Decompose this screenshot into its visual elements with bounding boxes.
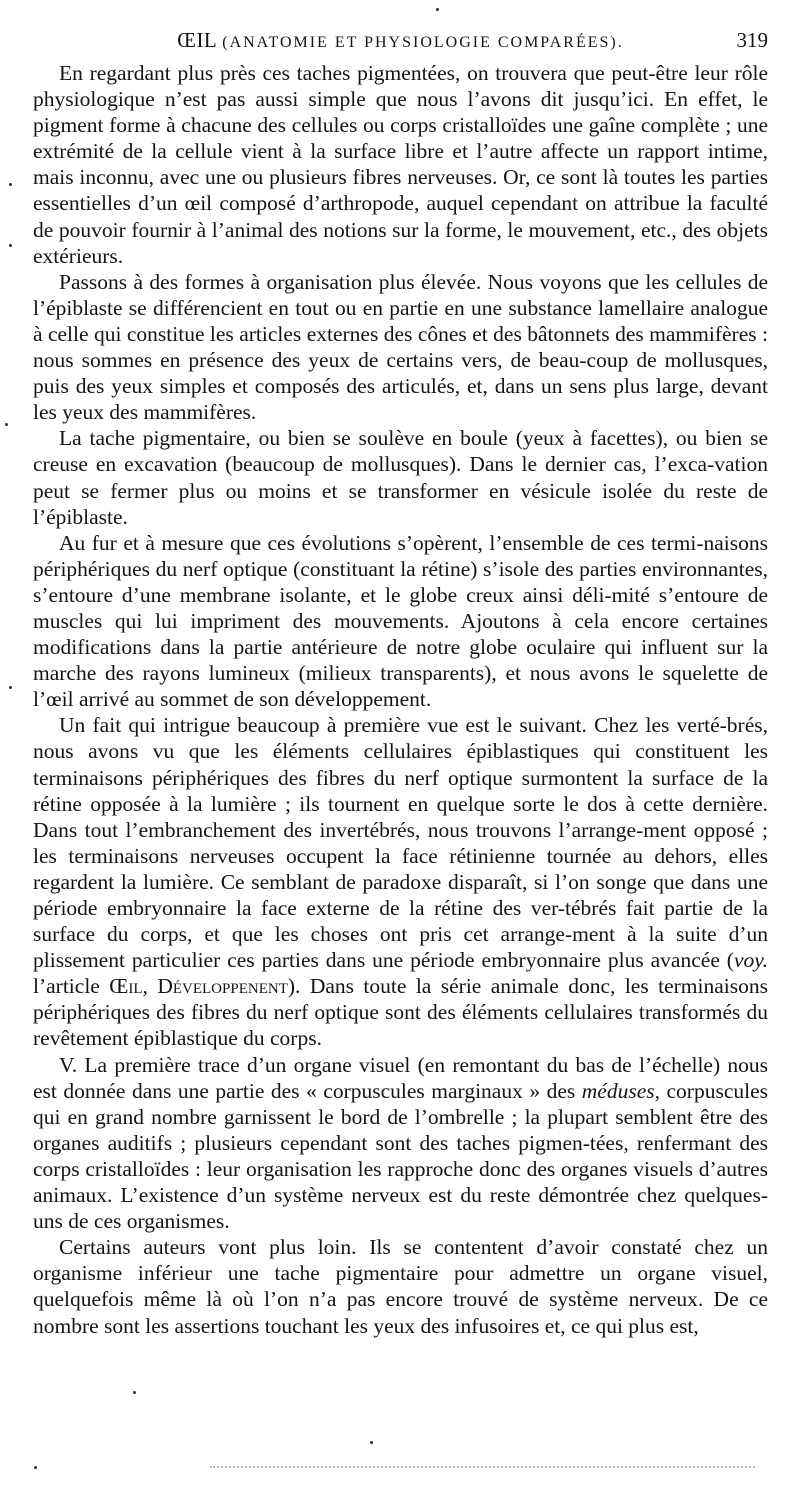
running-title-sub: (ANATOMIE ET PHYSIOLOGIE COMPARÉES). [222, 34, 624, 51]
bottom-dotted-rule [210, 1466, 755, 1468]
body-text [33, 60, 768, 1339]
paragraph: Passons à des formes à organisation plus élevée. Nous voyons que les cellules de l’épiblaste se différencient en tout ou en partie en une substance lamellaire analogue à celle qui constitue les articles externes des cônes et des bâtonnets des mammifères : nous sommes en présence des yeux de certains vers, de beau-coup de mollusques, puis des yeux simples et composés des articulés, et, dans un sens plus large, devant les yeux des mammifères. [33, 269, 768, 425]
paragraph: En regardant plus près ces taches pigmentées, on trouvera que peut-être leur rôle physiologique n’est pas aussi simple que nous l’avons dit jusqu’ici. En effet, le pigment forme à chacune des cellules ou corps cristalloïdes une gaîne complète ; une extrémité de la cellule vient à la surface libre et l’autre affecte un rapport intime, mais inconnu, avec une ou plusieurs fibres nerveuses. Or, ce sont là toutes les parties essentielles d’un œil composé d’arthropode, auquel cependant on attribue la faculté de pouvoir fournir à l’animal des notions sur la forme, le mouvement, etc., des objets extérieurs. [33, 61, 768, 268]
paragraph: Au fur et à mesure que ces évolutions s’opèrent, l’ensemble de ces termi-naisons périphériques du nerf optique (constituant la rétine) s’isole des parties environnantes, s’entoure d’une membrane isolante, et le globe creux ainsi déli-mité s’entoure de muscles qui lui impriment des mouvements. Ajoutons à cela encore certaines modifications dans la partie antérieure de notre globe oculaire qui influent sur la marche des rayons lumineux (milieux transparents), et nous avons le squelette de l’œil arrivé au sommet de son développement. [33, 530, 768, 712]
italic-reference: voy. [733, 948, 768, 973]
paragraph: V. La première trace d’un organe visuel (en remontant du bas de l’échelle) nous est donnée dans une partie des « corpuscules marginaux » des méduses, corpuscules qui en grand nombre garnissent le bord de l’ombrelle ; la plupart semblent être des organes auditifs ; plusieurs cependant sont des taches pigmen-tées, renfermant des corps cristalloïdes : leur organisation les rapproche donc des organes visuels d’autres animaux. L’existence d’un système nerveux est du reste démontrée chez quelques-uns de ces organismes. [33, 1052, 768, 1234]
ink-speck [5, 423, 8, 426]
ink-speck [370, 1441, 373, 1444]
page-number: 319 [736, 28, 768, 52]
ink-speck [9, 244, 12, 247]
running-header [33, 28, 768, 60]
ink-speck [34, 1466, 37, 1469]
ink-speck [9, 686, 12, 689]
paragraph: Certains auteurs vont plus loin. Ils se contentent d’avoir constaté chez un organisme inférieur une tache pigmentaire pour admettre un organe visuel, quelquefois même là où l’on n’a pas encore trouvé de système nerveux. De ce nombre sont les assertions touchant les yeux des infusoires et, ce qui plus est, [33, 1235, 768, 1338]
paragraph: Un fait qui intrigue beaucoup à première vue est le suivant. Chez les verté-brés, nous avons vu que les éléments cellulaires épiblastiques qui constituent les terminaisons périphériques des fibres du nerf optique surmontent la surface de la rétine opposée à la lumière ; ils tournent en quelque sorte le dos à cette dernière. Dans tout l’embranchement des invertébrés, nous trouvons l’arrange-ment opposé ; les terminaisons nerveuses occupent la face rétinienne tournée au dehors, elles regardent la lumière. Ce semblant de paradoxe disparaît, si l’on songe que dans une période embryonnaire la face externe de la rétine des ver-tébrés fait partie de la surface du corps, et que les choses ont pris cet arrange-ment à la suite d’un plissement particulier ces parties dans une période embryonnaire plus avancée (voy. l’article Œil, Développenent). Dans toute la série animale donc, les terminaisons périphériques des fibres du nerf optique sont des éléments cellulaires transformés du revêtement épiblastique du corps. [33, 713, 768, 1051]
italic-term: méduses [581, 1078, 655, 1103]
paragraph: La tache pigmentaire, ou bien se soulève en boule (yeux à facettes), ou bien se creuse en excavation (beaucoup de mollusques). Dans le dernier cas, l’exca-vation peut se fermer plus ou moins et se transformer en vésicule isolée du reste de l’épiblaste. [33, 426, 768, 529]
ink-speck [436, 8, 439, 11]
ink-speck [9, 183, 12, 186]
running-title-main: ŒIL [177, 28, 217, 52]
ink-speck [133, 1391, 136, 1394]
running-title [33, 28, 768, 53]
article-reference: Œil, Développenent [109, 974, 288, 999]
